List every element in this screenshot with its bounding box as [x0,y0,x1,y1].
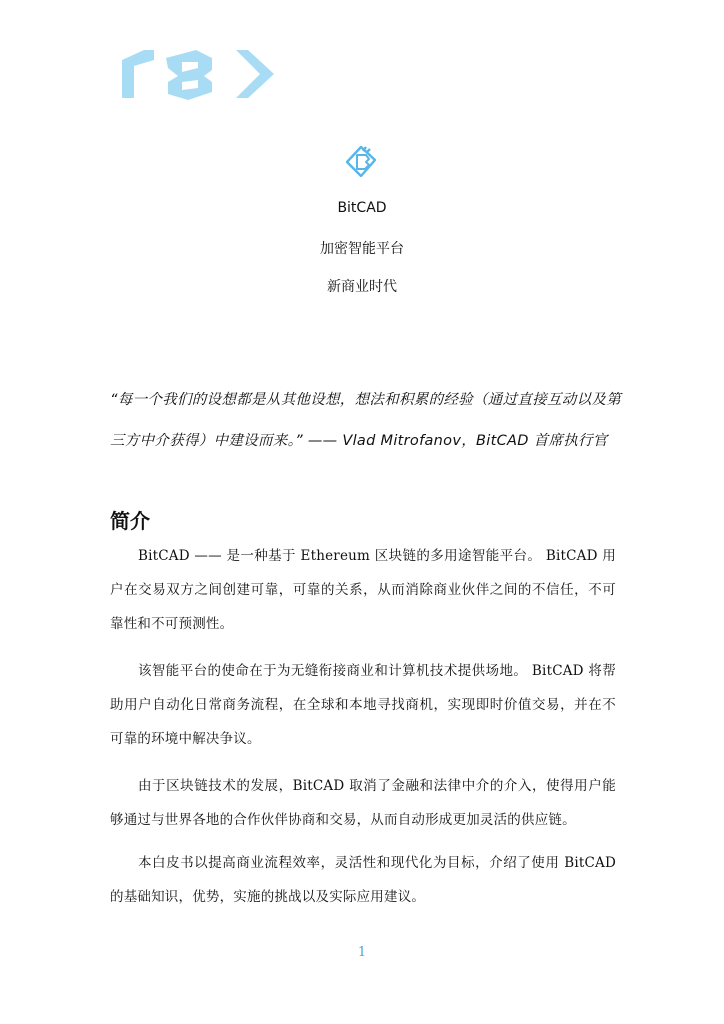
paragraph-1: BitCAD —— 是一种基于 Ethereum 区块链的多用途智能平台。 BitCAD 用户在交易双方之间创建可靠，可靠的关系，从而消除商业伙伴之间的不信任，不可靠性和不可预测性。 [110,548,616,632]
paragraph-2: 该智能平台的使命在于为无缝衔接商业和计算机技术提供场地。 BitCAD 将帮助用户自动化日常商务流程，在全球和本地寻找商机，实现即时价值交易，并在不可靠的环境中解决争议。 [110,663,616,747]
paragraph-4: 本白皮书以提高商业流程效率，灵活性和现代化为目标，介绍了使用 BitCAD 的基础知识，优势，实施的挑战以及实际应用建议。 [110,855,616,905]
quote-line-1: “每一个我们的设想都是从其他设想，想法和积累的经验（通过直接互动以及第 [110,392,622,408]
brand-subtitle: 新商业时代 [327,279,397,295]
quote-line-2: 三方中介获得）中建设而来。” —— Vlad Mitrofanov，BitCAD 首席执行官 [110,433,608,449]
paragraph-3: 由于区块链技术的发展，BitCAD 取消了金融和法律中介的介入，使得用户能够通过与世界各地的合作伙伴协商和交易，从而自动形成更加灵活的供应链。 [110,778,616,828]
bitcad-icon [343,144,379,180]
brand-tagline: 加密智能平台 [320,241,404,257]
brand-name: BitCAD [337,200,387,216]
page-number: 1 [357,945,367,960]
section-heading: 简介 [110,509,150,533]
bitcad-logo-watermark [118,48,278,100]
